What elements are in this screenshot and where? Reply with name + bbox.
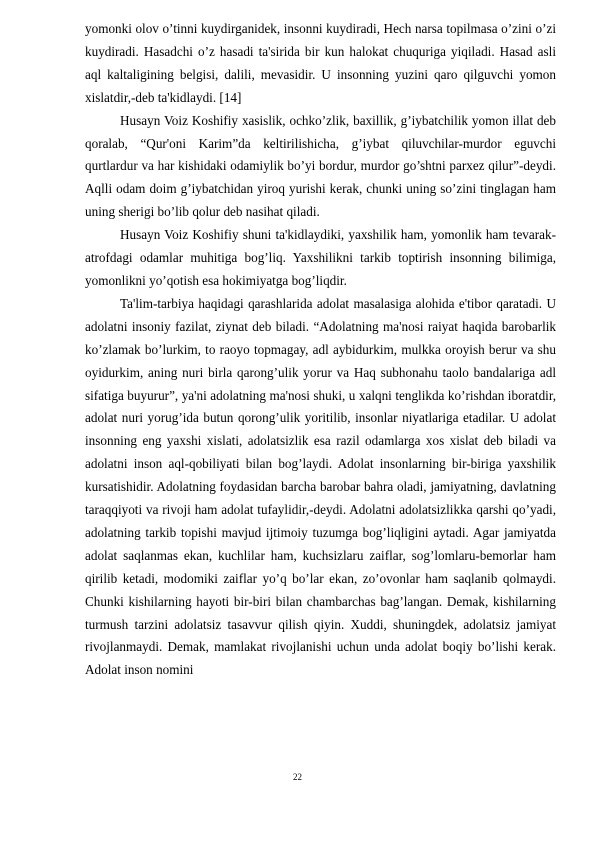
document-page: [85, 18, 556, 682]
paragraph-good-evil: Husayn Voiz Koshifiy shuni ta'kidlaydiki, yaxshilik ham, yomonlik ham tevarak-atrofdagi odamlar muhitiga bog’liq. Yaxshilikni tarkib toptirish insonning bilimiga, yomonlikni yo’qotish esa hokimiyatga bog’liqdir.: [85, 227, 556, 288]
paragraph-continuation: yomonki olov o’tinni kuydirganidek, insonni kuydiradi, Hech narsa topilmasa o’zini o’zi kuydiradi. Hasadchi o’z hasadi ta'sirida bir kun halokat chuquriga yiqiladi. Hasad asli aql kaltaligining belgisi, dalili, mevasidir. U insonning yuzini qaro qilguvchi yomon xislatdir,-deb ta'kidlaydi. [14]: [85, 21, 556, 105]
paragraph-justice: Ta'lim-tarbiya haqidagi qarashlarida adolat masalasiga alohida e'tibor qaratadi. U adolatni insoniy fazilat, ziynat deb biladi. “Adolatning ma'nosi raiyat haqida barobarlik ko’zlamak bo’lurkim, to raoyo topmagay, adl aybidurkim, mulkka oroyish berur va shu oyidurkim, aning nuri birla qarong’ulik yorur va Haq subhonahu taolo bandalariga adl sifatiga buyurur”, ya'ni adolatning ma'nosi shuki, u xalqni tenglikda ko’rishdan iboratdir, adolat nuri yorug’ida butun qorong’ulik yoritilib, insonlar niyatlariga etadilar. U adolat insonning eng yaxshi xislati, adolatsizlik esa razil odamlarga xos xislat deb biladi va adolatni inson aql-qobiliyati bilan bog’laydi. Adolat insonlarning bir-biriga yaxshilik kursatishidir. Adolatning foydasidan barcha barobar bahra oladi, jamiyatning, davlatning taraqqiyoti va rivoji ham adolat tufaylidir,-deydi. Adolatni adolatsizlikka qarshi qo’yadi, adolatning tarkib topishi mavjud ijtimoiy tuzumga bog’liqligini aytadi. Agar jamiyatda adolat saqlanmas ekan, kuchlilar ham, kuchsizlaru zaiflar, sog’lomlaru-bemorlar ham qirilib ketadi, modomiki zaiflar yo’q bo’lar ekan, zo’ovonlar ham saqlanib qolmaydi. Chunki kishilarning hayoti bir-biri bilan chambarchas bag’langan. Demak, kishilarning turmush tarzini adolatsiz tasavvur qilish qiyin. Xuddi, shuningdek, adolatsiz jamiyat rivojlanmaydi. Demak, mamlakat rivojlanishi uchun unda adolat boqiy bo’lishi kerak. Adolat inson nomini: [85, 295, 556, 678]
page-number: 22: [293, 772, 302, 782]
paragraph-gossip: Husayn Voiz Koshifiy xasislik, ochko’zlik, baxillik, g’iybatchilik yomon illat deb qoralab, “Qur'oni Karim”da keltirilishicha, g’iybat qiluvchilar-murdor eguvchi qurtlardur va har kishidaki odamiylik bo’yi bordur, murdor go’shtni parxez qilur”-deydi. Aqlli odam doim g’iybatchidan yiroq yurishi kerak, chunki uning so’zini tinglagan ham uning sherigi bo’lib qolur deb nasihat qiladi.: [85, 112, 556, 220]
